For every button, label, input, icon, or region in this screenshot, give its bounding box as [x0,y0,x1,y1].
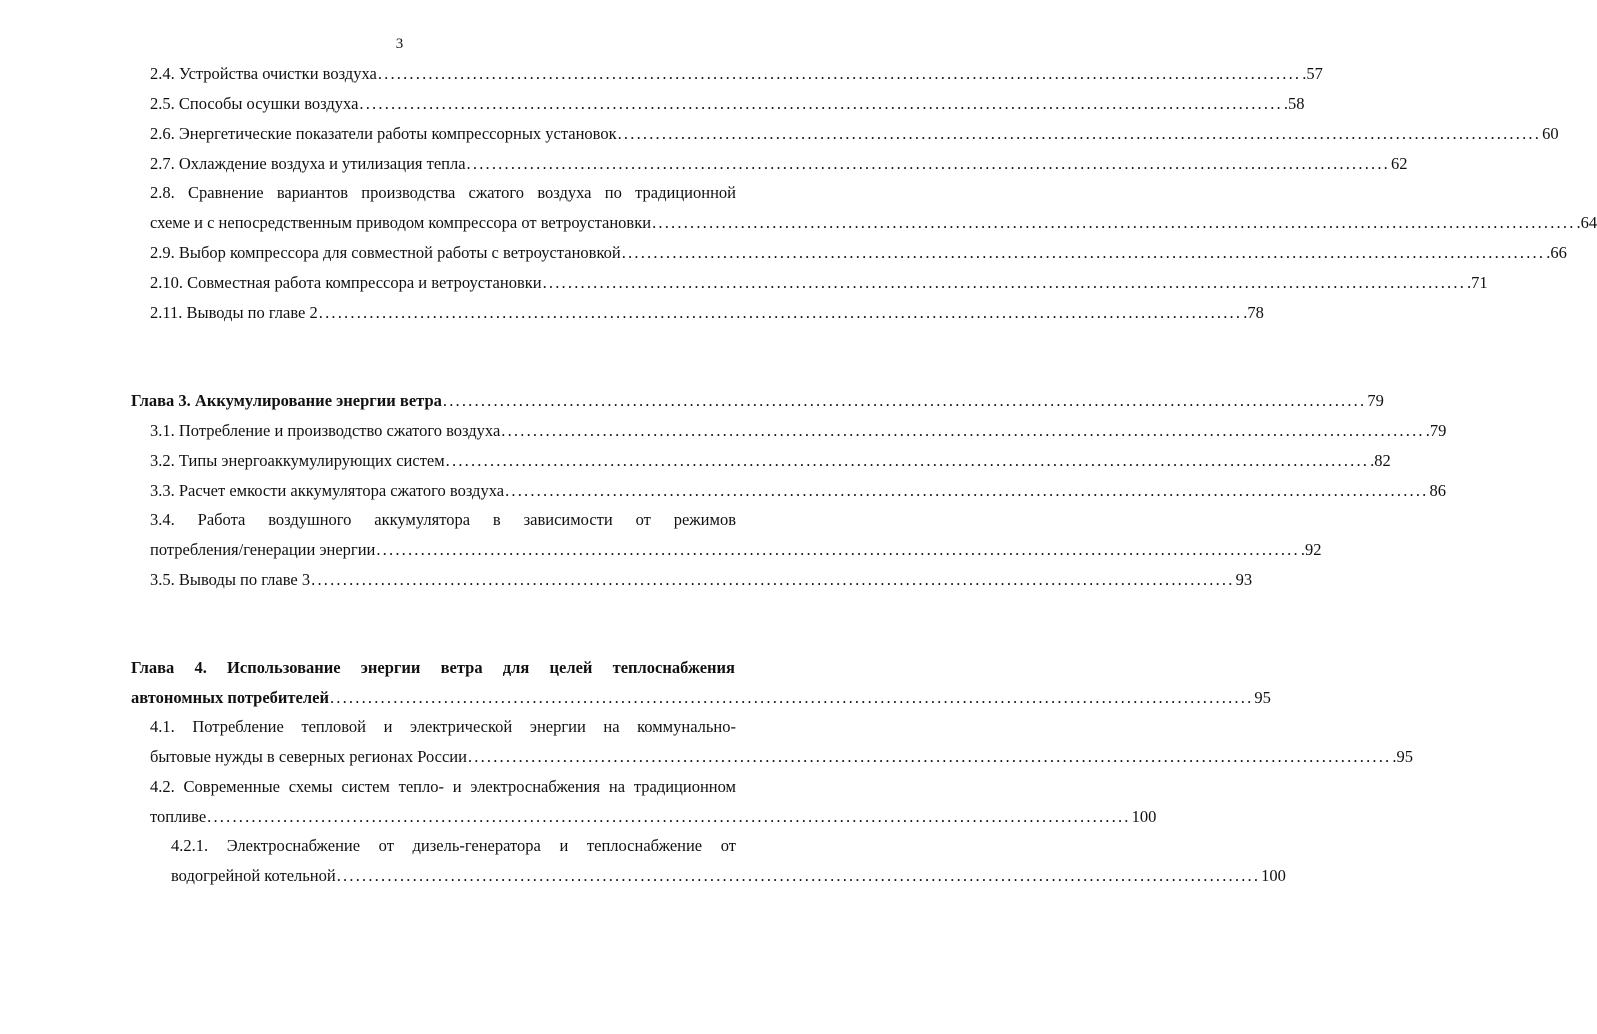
toc-entry-2-6 [150,123,1559,145]
toc-entry-title: схеме и с непосредственным приводом компрессора от ветроустановки [150,213,652,232]
toc-entry-3-1 [150,420,1447,442]
toc-entry-title: 2.11. Выводы по главе 2 [150,303,318,322]
toc-entry-title: потребления/генерации энергии [150,540,376,559]
dot-leader: .................................................................................................................................................. [376,540,1300,559]
toc-entry-title: топливе [150,807,207,826]
toc-entry-page: 100 [1261,866,1286,885]
toc-entry-4-2-1-line1: 4.2.1. Электроснабжение от дизель-генератора и теплоснабжение от [171,836,736,855]
toc-entry-4-2-line1: 4.2. Современные схемы систем тепло- и электроснабжения на традиционном [150,777,736,796]
dot-leader: .................................................................................................................................................. [505,481,1429,500]
dot-leader: .................................................................................................................................................. [359,94,1283,113]
toc-entry-page: .95 [1392,747,1414,766]
dot-leader: .................................................................................................................................................. [652,213,1576,232]
dot-leader: .................................................................................................................................................. [318,303,1243,322]
dot-leader: .................................................................................................................................................. [621,243,1546,262]
toc-chapter-3 [131,390,1384,412]
toc-entry-title: 2.4. Устройства очистки воздуха [150,64,377,83]
toc-entry-title: 2.6. Энергетические показатели работы компрессорных установок [150,124,617,143]
page-number: 3 [395,36,404,52]
toc-entry-2-10 [150,272,1488,294]
toc-chapter-title: автономных потребителей [131,688,329,707]
dot-leader: .................................................................................................................................................. [329,688,1254,707]
dot-leader: .................................................................................................................................................. [311,570,1235,589]
toc-entry-page: .58 [1283,94,1305,113]
dot-leader: .................................................................................................................................................. [207,807,1131,826]
dot-leader: .................................................................................................................................................. [445,451,1370,470]
toc-chapter-title: Глава 3. Аккумулирование энергии ветра [131,391,442,410]
dot-leader: .................................................................................................................................................. [501,421,1425,440]
toc-entry-3-4-line1: 3.4. Работа воздушного аккумулятора в зависимости от режимов [150,510,736,529]
toc-entry-4-2-1 [171,865,1286,887]
toc-entry-title: 2.9. Выбор компрессора для совместной работы с ветроустановкой [150,243,621,262]
toc-entry-2-9 [150,242,1567,264]
toc-entry-page: 93 [1235,570,1253,589]
toc-entry-page: .57 [1302,64,1323,83]
toc-entry-page: 95 [1254,688,1271,707]
toc-entry-2-8 [150,212,1597,234]
toc-entry-title: водогрейной котельной [171,866,336,885]
toc-entry-title: бытовые нужды в северных регионах России [150,747,467,766]
toc-entry-page: 86 [1429,481,1447,500]
toc-entry-title: 3.3. Расчет емкости аккумулятора сжатого воздуха [150,481,505,500]
toc-entry-page: .78 [1243,303,1264,322]
toc-entry-3-5 [150,569,1253,591]
dot-leader: .................................................................................................................................................. [617,124,1542,143]
dot-leader: .................................................................................................................................................. [377,64,1302,83]
toc-chapter-4 [131,687,1271,709]
toc-entry-title: 2.7. Охлаждение воздуха и утилизация тепла [150,154,466,173]
toc-entry-3-3 [150,480,1447,502]
toc-entry-2-11 [150,302,1264,324]
dot-leader: .................................................................................................................................................. [466,154,1390,173]
toc-entry-page: 79 [1367,391,1384,410]
toc-entry-title: 2.10. Совместная работа компрессора и ветроустановки [150,273,542,292]
toc-entry-title: 3.2. Типы энергоаккумулирующих систем [150,451,445,470]
dot-leader: .................................................................................................................................................. [542,273,1467,292]
toc-entry-page: .64 [1576,213,1597,232]
toc-entry-page: .71 [1467,273,1488,292]
toc-entry-page: .82 [1370,451,1391,470]
toc-entry-page: .66 [1546,243,1567,262]
toc-entry-page: 60 [1542,124,1559,143]
toc-entry-2-8-line1: 2.8. Сравнение вариантов производства сжатого воздуха по традиционной [150,183,736,202]
toc-entry-2-4 [150,63,1323,85]
toc-entry-2-7 [150,153,1408,175]
toc-entry-3-2 [150,450,1391,472]
toc-entry-3-4 [150,539,1322,561]
toc-entry-page: 62 [1391,154,1408,173]
dot-leader: .................................................................................................................................................. [336,866,1261,885]
toc-entry-title: 2.5. Способы осушки воздуха [150,94,359,113]
toc-entry-title: 3.5. Выводы по главе 3 [150,570,311,589]
dot-leader: .................................................................................................................................................. [442,391,1367,410]
toc-entry-title: 3.1. Потребление и производство сжатого воздуха [150,421,501,440]
toc-chapter-4-line1: Глава 4. Использование энергии ветра для целей теплоснабжения [131,658,735,677]
toc-entry-4-1-line1: 4.1. Потребление тепловой и электрической энергии на коммунально- [150,717,736,736]
toc-entry-4-2 [150,806,1157,828]
toc-entry-4-1 [150,746,1414,768]
toc-entry-page: .92 [1300,540,1322,559]
toc-entry-page: 100 [1131,807,1157,826]
toc-entry-2-5 [150,93,1305,115]
toc-entry-page: .79 [1425,421,1447,440]
dot-leader: .................................................................................................................................................. [467,747,1392,766]
